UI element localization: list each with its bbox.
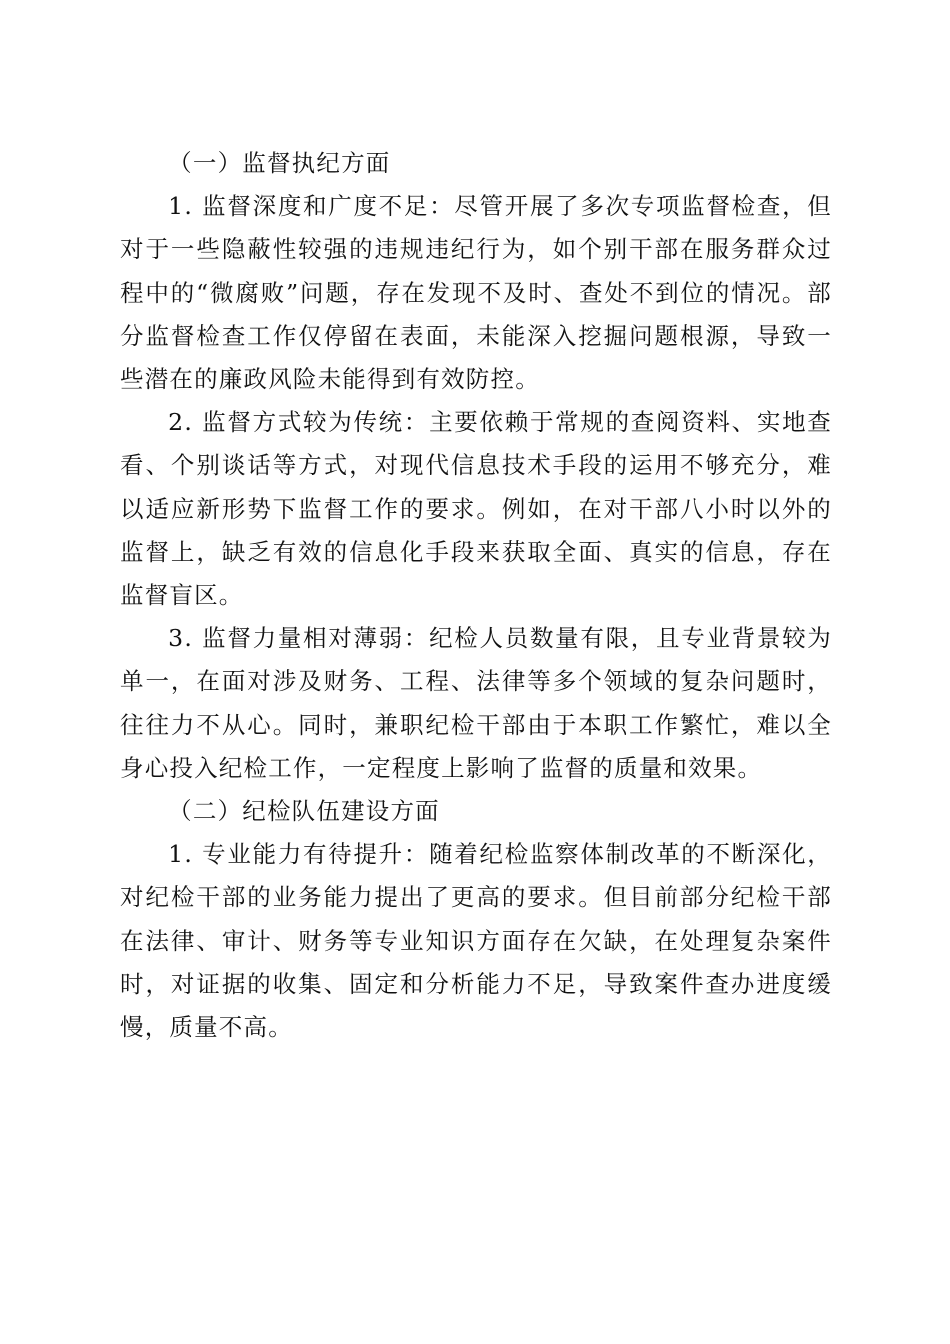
- section-heading-team-building: （二）纪检队伍建设方面: [168, 797, 440, 826]
- document-body: [120, 142, 832, 1049]
- paragraph-professional-ability: 1. 专业能力有待提升：随着纪检监察体制改革的不断深化，对纪检干部的业务能力提出了更高的要求。但目前部分纪检干部在法律、审计、财务等专业知识方面存在欠缺，在处理复杂案件时，对证据的收集、固定和分析能力不足，导致案件查办进度缓慢，质量不高。: [120, 840, 832, 1042]
- paragraph-supervision-methods: 2. 监督方式较为传统：主要依赖于常规的查阅资料、实地查看、个别谈话等方式，对现代信息技术手段的运用不够充分，难以适应新形势下监督工作的要求。例如，在对干部八小时以外的监督上，缺乏有效的信息化手段来获取全面、真实的信息，存在监督盲区。: [120, 408, 832, 610]
- paragraph-supervision-depth: 1. 监督深度和广度不足：尽管开展了多次专项监督检查，但对于一些隐蔽性较强的违规违纪行为，如个别干部在服务群众过程中的“微腐败”问题，存在发现不及时、查处不到位的情况。部分监督检查工作仅停留在表面，未能深入挖掘问题根源，导致一些潜在的廉政风险未能得到有效防控。: [120, 192, 832, 394]
- section-heading-supervision: （一）监督执纪方面: [168, 149, 391, 177]
- paragraph-supervision-strength: 3. 监督力量相对薄弱：纪检人员数量有限，且专业背景较为单一，在面对涉及财务、工程、法律等多个领域的复杂问题时，往往力不从心。同时，兼职纪检干部由于本职工作繁忙，难以全身心投入纪检工作，一定程度上影响了监督的质量和效果。: [120, 624, 832, 782]
